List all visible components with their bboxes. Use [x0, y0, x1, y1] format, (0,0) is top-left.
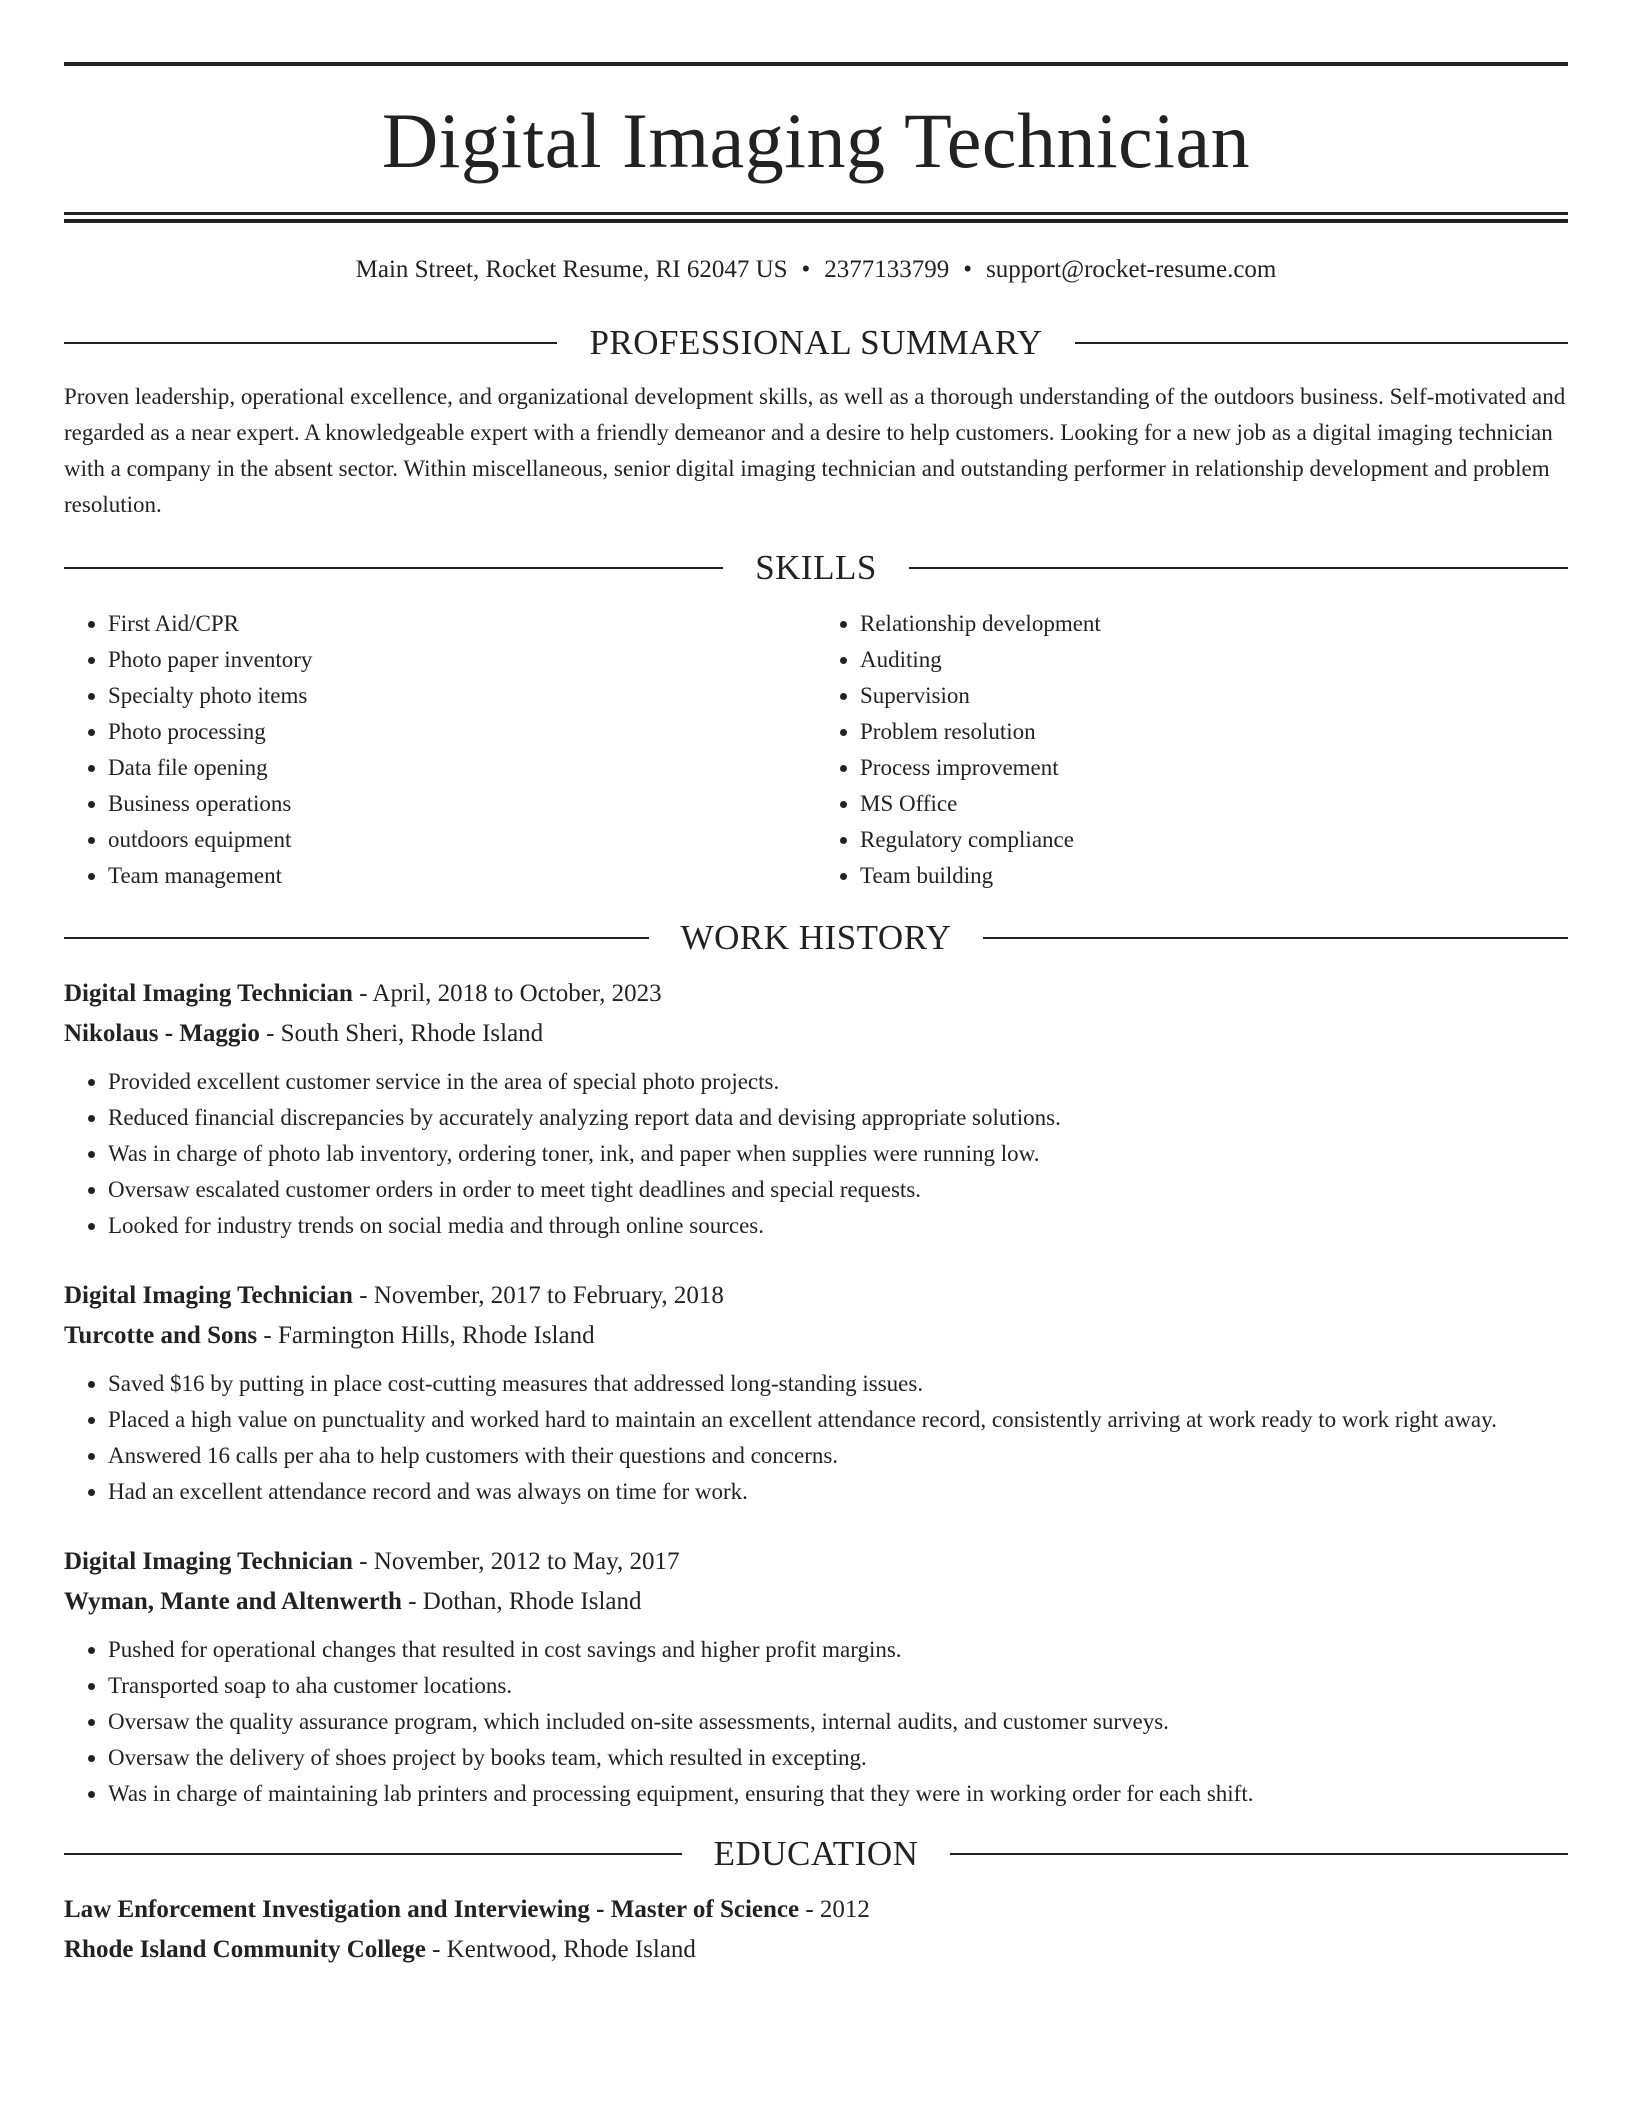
job-bullet: • Oversaw the delivery of shoes project by books team, which resulted in excepting.: [108, 1740, 1568, 1776]
job-entry: [64, 974, 1568, 1244]
skills-list-left: [64, 606, 816, 894]
skills-list-right: [816, 606, 1568, 894]
job-bullet: • Oversaw escalated customer orders in order to meet tight deadlines and special requests.: [108, 1172, 1568, 1208]
job-dates: - November, 2017 to February, 2018: [352, 1282, 724, 1309]
job-bullet: • Had an excellent attendance record and was always on time for work.: [108, 1474, 1568, 1510]
title-double-rule: [64, 212, 1568, 223]
job-entry: [64, 1276, 1568, 1510]
job-bullet: • Saved $16 by putting in place cost-cutting measures that addressed long-standing issues.: [108, 1366, 1568, 1402]
education-degree: Law Enforcement Investigation and Interviewing - Master of Science: [64, 1896, 800, 1923]
section-rule-right: [909, 567, 1568, 569]
job-bullets: [64, 1366, 1568, 1510]
summary-section-header: [64, 321, 1568, 365]
job-company: Nikolaus - Maggio: [64, 1020, 260, 1047]
contact-separator: •: [801, 256, 811, 283]
education-section-title: EDUCATION: [713, 1834, 919, 1873]
job-bullet: • Reduced financial discrepancies by accurately analyzing report data and devising appropriate solutions.: [108, 1100, 1568, 1136]
education-location: - Kentwood, Rhode Island: [425, 1936, 696, 1963]
skills-columns: [64, 606, 1568, 894]
contact-separator: •: [963, 256, 973, 283]
section-rule-right: [1075, 342, 1568, 344]
job-location: - Farmington Hills, Rhode Island: [257, 1322, 595, 1349]
section-rule-left: [64, 1853, 682, 1855]
job-bullet: • Oversaw the quality assurance program, which included on-site assessments, internal audits, and customer surveys.: [108, 1704, 1568, 1740]
education-degree-line: [64, 1890, 1568, 1930]
skills-section-header: [64, 546, 1568, 590]
job-company: Wyman, Mante and Altenwerth: [64, 1588, 402, 1615]
education-section-header: [64, 1832, 1568, 1876]
job-company-line: [64, 1316, 1568, 1356]
job-title-line: [64, 1276, 1568, 1316]
skill-item: • Supervision: [860, 678, 1568, 714]
job-location: - South Sheri, Rhode Island: [259, 1020, 544, 1047]
education-school-line: [64, 1930, 1568, 1970]
contact-phone: 2377133799: [824, 256, 950, 283]
skills-section-title: SKILLS: [755, 548, 877, 587]
section-rule-left: [64, 342, 557, 344]
skill-item: • Specialty photo items: [108, 678, 816, 714]
top-rule: [64, 62, 1568, 66]
job-bullet: • Transported soap to aha customer locations.: [108, 1668, 1568, 1704]
skill-item: • Photo paper inventory: [108, 642, 816, 678]
skill-item: • Team management: [108, 858, 816, 894]
job-title-line: [64, 1542, 1568, 1582]
resume-title: Digital Imaging Technician: [381, 97, 1251, 184]
job-bullet: • Placed a high value on punctuality and worked hard to maintain an excellent attendance record, consistently arriving at work ready to work right away.: [108, 1402, 1568, 1438]
skill-item: • Business operations: [108, 786, 816, 822]
job-dates: - April, 2018 to October, 2023: [352, 980, 662, 1007]
skill-item: • outdoors equipment: [108, 822, 816, 858]
skill-item: • Relationship development: [860, 606, 1568, 642]
job-bullets: [64, 1632, 1568, 1812]
job-bullet: • Answered 16 calls per aha to help customers with their questions and concerns.: [108, 1438, 1568, 1474]
section-rule-left: [64, 567, 723, 569]
section-rule-right: [983, 937, 1568, 939]
education-school: Rhode Island Community College: [64, 1936, 426, 1963]
skill-item: • Regulatory compliance: [860, 822, 1568, 858]
summary-paragraph: Proven leadership, operational excellence, and organizational development skills, as well as a thorough understanding of the outdoors business. Self-motivated and regarded as a near expert. A knowledgeable expert with a friendly demeanor and a desire to help customers. Looking for a new job as a digital imaging technician with a company in the absent sector. Within miscellaneous, senior digital imaging technician and outstanding performer in relationship development and problem resolution.: [64, 384, 1566, 517]
contact-address: Main Street, Rocket Resume, RI 62047 US: [355, 256, 788, 283]
contact-email: support@rocket-resume.com: [986, 256, 1277, 283]
job-entry: [64, 1542, 1568, 1812]
job-bullets: [64, 1064, 1568, 1244]
skill-item: • Team building: [860, 858, 1568, 894]
job-company: Turcotte and Sons: [64, 1322, 258, 1349]
job-bullet: • Was in charge of photo lab inventory, ordering toner, ink, and paper when supplies were running low.: [108, 1136, 1568, 1172]
job-company-line: [64, 1582, 1568, 1622]
education-entry: [64, 1890, 1568, 1970]
skill-item: • Process improvement: [860, 750, 1568, 786]
job-title-line: [64, 974, 1568, 1014]
job-dates: - November, 2012 to May, 2017: [352, 1548, 680, 1575]
work-section-header: [64, 916, 1568, 960]
job-bullet: • Pushed for operational changes that resulted in cost savings and higher profit margins.: [108, 1632, 1568, 1668]
skill-item: • Auditing: [860, 642, 1568, 678]
section-rule-right: [950, 1853, 1568, 1855]
job-title: Digital Imaging Technician: [64, 980, 353, 1007]
skill-item: • Data file opening: [108, 750, 816, 786]
job-location: - Dothan, Rhode Island: [401, 1588, 642, 1615]
skill-item: • Problem resolution: [860, 714, 1568, 750]
section-rule-left: [64, 937, 649, 939]
job-bullet: • Was in charge of maintaining lab printers and processing equipment, ensuring that they were in working order for each shift.: [108, 1776, 1568, 1812]
job-bullet: • Looked for industry trends on social media and through online sources.: [108, 1208, 1568, 1244]
job-title: Digital Imaging Technician: [64, 1548, 353, 1575]
education-year: - 2012: [799, 1896, 870, 1923]
skill-item: • First Aid/CPR: [108, 606, 816, 642]
contact-line: [64, 255, 1568, 285]
job-bullet: • Provided excellent customer service in the area of special photo projects.: [108, 1064, 1568, 1100]
job-company-line: [64, 1014, 1568, 1054]
work-section-title: WORK HISTORY: [680, 918, 952, 957]
job-title: Digital Imaging Technician: [64, 1282, 353, 1309]
skill-item: • MS Office: [860, 786, 1568, 822]
summary-section-title: PROFESSIONAL SUMMARY: [589, 323, 1043, 362]
skill-item: • Photo processing: [108, 714, 816, 750]
